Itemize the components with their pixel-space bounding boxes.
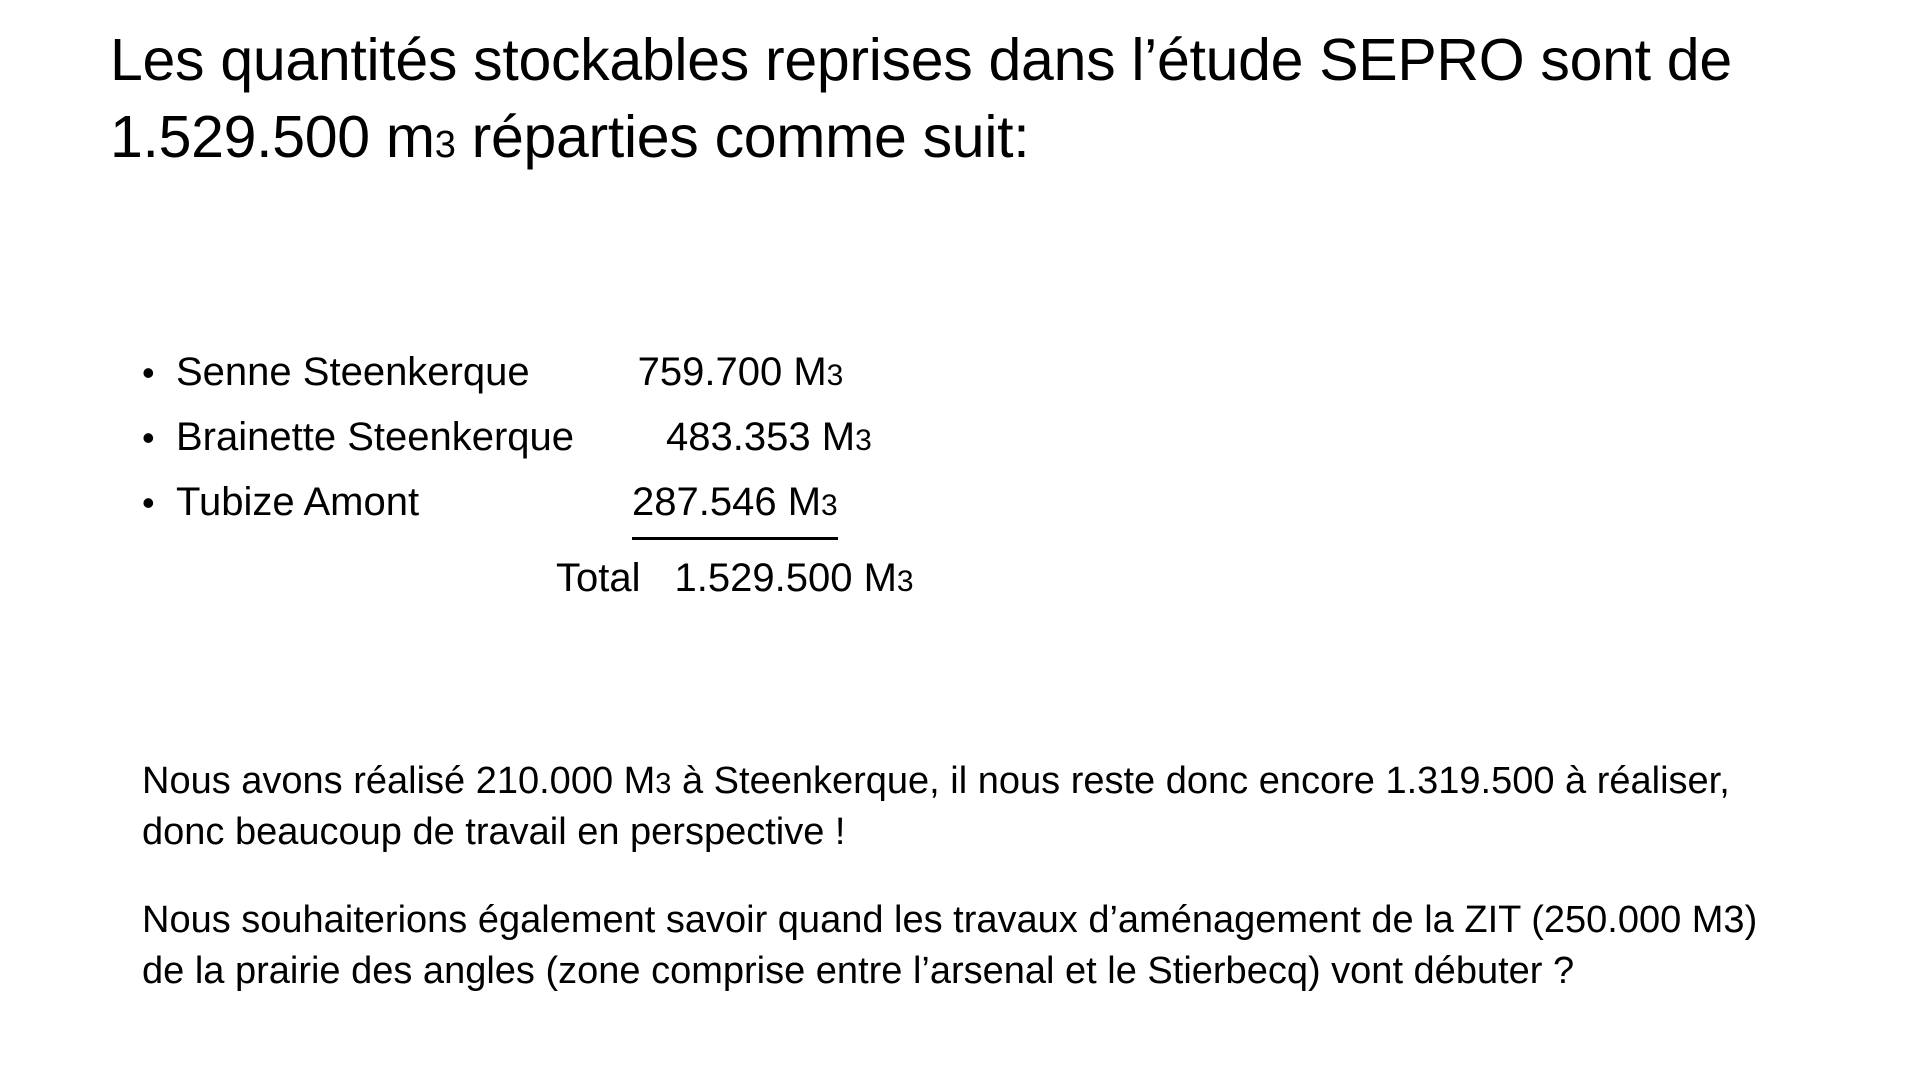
list-item-value-text: 287.546 M [632, 480, 822, 525]
body-paragraphs [142, 718, 1782, 996]
slide-title [110, 22, 1840, 175]
title-line-1: Les quantités stockables reprises dans l’étude SEPRO [110, 27, 1525, 93]
bullet-icon: • [142, 417, 155, 459]
list-item-value-text: 759.700 M [637, 350, 827, 394]
list-item [142, 340, 1442, 405]
list-item [142, 470, 1442, 539]
list-item-value-text: 483.353 M [666, 415, 856, 460]
paragraph-1 [142, 756, 1782, 857]
total-label: Total [556, 555, 641, 600]
total-value-superscript: 3 [896, 564, 914, 598]
paragraph-2 [142, 895, 1782, 996]
list-item-value-superscript: 3 [821, 489, 838, 523]
paragraph-1-pre: Nous avons réalisé 210.000 M [142, 760, 656, 802]
list-item-label: Brainette Steenkerque [176, 415, 575, 460]
total-row [142, 546, 1442, 611]
list-item-value-superscript: 3 [826, 359, 844, 392]
title-line-2-pre: sont de 1.529.500 m [110, 27, 1732, 170]
list-item-label: Senne Steenkerque [176, 350, 530, 394]
total-value-text: 1.529.500 M [674, 555, 897, 600]
list-item-value [632, 470, 838, 539]
bullet-icon: • [142, 482, 155, 524]
list-item [142, 405, 1442, 470]
list-item-value [638, 340, 844, 405]
title-line-2-post: réparties comme suit: [455, 103, 1030, 170]
paragraph-2-text: Nous souhaiterions également savoir quand les travaux d’aménagement de la ZIT (250.000 M3) de la prairie des angles (zone comprise entre l’arsenal et le Stierbecq) vont débuter ? [142, 899, 1758, 992]
quantities-list [142, 340, 1442, 611]
total-value [675, 546, 914, 611]
title-line-2-superscript: 3 [434, 123, 456, 166]
list-item-value [666, 405, 872, 470]
bullet-icon: • [142, 352, 155, 393]
list-item-value-superscript: 3 [855, 424, 872, 458]
paragraph-1-superscript: 3 [655, 768, 672, 800]
paragraph-1-post: à Steenkerque, il nous reste donc encore 1.319.500 à réaliser, donc beaucoup de travail en perspective ! [142, 760, 1730, 853]
list-item-label: Tubize Amont [176, 480, 420, 525]
